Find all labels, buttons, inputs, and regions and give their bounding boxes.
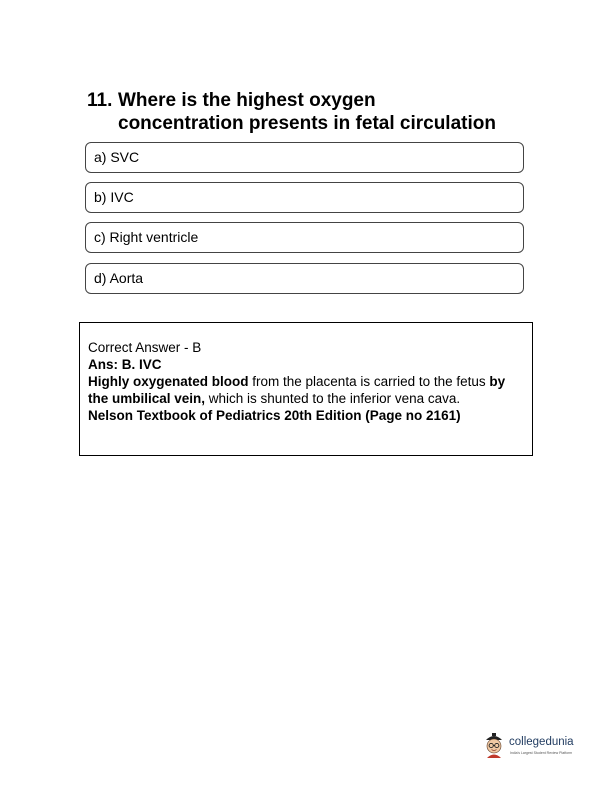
- question-line-1: Where is the highest oxygen: [118, 90, 376, 111]
- logo-name: collegedunia: [509, 736, 574, 748]
- collegedunia-logo: [482, 731, 587, 761]
- logo-tagline: India's Largest Student Review Platform: [510, 751, 573, 755]
- answer-explanation: [88, 373, 524, 407]
- reference-line: Nelson Textbook of Pediatrics 20th Edition (Page no 2161): [88, 408, 461, 423]
- explanation-text-2: which is shunted to the inferior vena cava.: [205, 391, 461, 406]
- question-line-2: concentration presents in fetal circulation: [118, 113, 496, 134]
- explanation-text-1: from the placenta is carried to the fetus: [248, 374, 490, 389]
- option-a[interactable]: a) SVC: [85, 142, 524, 173]
- question-number: 11.: [87, 90, 113, 111]
- question-text: [87, 89, 547, 135]
- explanation-bold-2: by the umbilical vein,: [88, 374, 506, 406]
- answer-line: Ans: B. IVC: [88, 357, 162, 372]
- option-c[interactable]: c) Right ventricle: [85, 222, 524, 253]
- mascot-icon: [482, 731, 506, 759]
- option-b[interactable]: b) IVC: [85, 182, 524, 213]
- option-d[interactable]: d) Aorta: [85, 263, 524, 294]
- correct-answer-label: Correct Answer - B: [88, 340, 202, 355]
- explanation-bold-1: Highly oxygenated blood: [88, 374, 249, 389]
- answer-box: [79, 322, 533, 456]
